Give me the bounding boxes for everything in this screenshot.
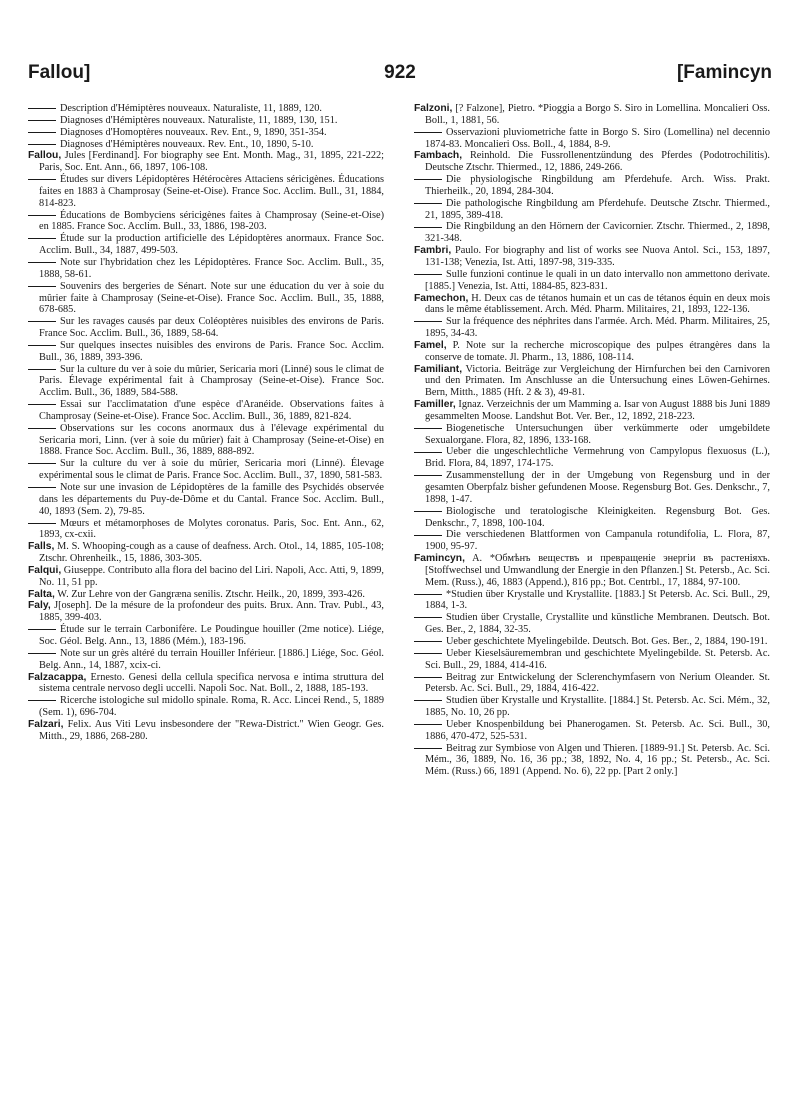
entry-text: J[oseph]. De la mésure de la profondeur des puits. Brux. Ann. Trav. Publ., 43, 1885, 399-403. [39,600,385,624]
bibliography-entry [414,293,770,317]
entry-text: Ueber Kieselsäuremembran und geschichtete Myelingebilde. St. Petersb. Ac. Sci. Bull., 29, 1884, 414-416. [425,647,770,671]
entry-author: Famechon, [414,292,469,304]
entry-author: Faly, [28,600,51,612]
entry-text: Sulle funzioni continue le quali in un dato intervallo non ammettono derivate. [1885.] Venezia, Ist. Atti, 1884-85, 823-831. [425,268,770,292]
ditto-dash [28,108,56,109]
entry-text: Die verschiedenen Blattformen von Campanula rotundifolia, L. Flora, 87, 1900, 95-97. [425,529,770,553]
entry-text: Ueber Knospenbildung bei Phanerogamen. St. Petersb. Ac. Sci. Bull., 30, 1886, 470-472, 525-531. [425,718,770,742]
entry-author: Familler, [414,399,456,411]
bibliography-entry [28,458,384,482]
entry-author: Famincyn, [414,553,465,565]
ditto-dash [28,132,56,133]
entry-text: [? Falzone], Pietro. *Pioggia a Borgo S. Siro in Lomellina. Moncalieri Oss. Boll., 1, 1881, 56. [425,103,770,126]
entry-text: Description d'Hémiptères nouveaux. Naturaliste, 11, 1889, 120. [60,103,322,114]
ditto-dash [414,274,442,275]
bibliography-entry [414,245,770,269]
entry-text: M. S. Whooping-cough as a cause of deafness. Arch. Otol., 14, 1885, 105-108; Ztschr. Ohrenheilk., 15, 1886, 303-305. [39,541,384,565]
entry-author: Falzoni, [414,103,453,114]
bibliography-entry [28,648,384,672]
header-right-entry: [Famincyn [676,62,772,83]
entry-author: Falzari, [28,718,64,730]
bibliography-entry [28,695,384,719]
bibliography-entry [414,399,770,423]
ditto-dash [414,677,442,678]
ditto-dash [28,428,56,429]
bibliography-entry [414,198,770,222]
bibliography-entry [28,399,384,423]
entry-text: H. Deux cas de tétanos humain et un cas de tétanos équin en deux mois dans le même établissement. Arch. Méd. Pharm. Militaires, 21, 1893, 122-136. [425,292,770,316]
bibliography-entry [414,446,770,470]
ditto-dash [414,428,442,429]
bibliography-entry [414,648,770,672]
entry-author: Famel, [414,339,447,351]
page-header [28,62,772,90]
ditto-dash [414,452,442,453]
bibliography-entry [28,115,384,127]
bibliography-entry [28,482,384,518]
ditto-dash [28,523,56,524]
bibliography-entry [414,719,770,743]
entry-text: Essai sur l'acclimatation d'une espèce d'Aranéide. Observations faites à Champrosay (Seine-et-Oise). France Soc. Acclim. Bull., 36, 1889, 821-824. [39,399,384,422]
bibliography-entry [414,127,770,151]
ditto-dash [414,641,442,642]
entry-author: Fambri, [414,245,452,257]
entry-text: Ricerche istologiche sul midollo spinale. Roma, R. Acc. Lincei Rend., 5, 1889 (Sem. 1), 696-704. [39,695,384,719]
ditto-dash [414,179,442,180]
entry-text: Ignaz. Verzeichnis der um Mamming a. Isar von August 1888 bis Juni 1889 gesammelten Moose. Landshut Bot. Ver. Ber., 12, 1892, 218-223. [425,399,770,422]
entry-text: Études sur divers Lépidoptères Hétérocères Attaciens séricigènes. Éducations faites en 1883 à Champrosay (Seine-et-Oise). France Soc. Acclim. Bull., 31, 1884, 814-823. [39,174,384,209]
bibliography-entry [28,316,384,340]
bibliography-entry [414,423,770,447]
entry-author: Fambach, [414,150,463,162]
bibliography-entry [28,174,384,210]
ditto-dash [28,321,56,322]
bibliography-entry [414,316,770,340]
right-column [414,103,770,778]
entry-text: Diagnoses d'Hémiptères nouveaux. Rev. Ent., 10, 1890, 5-10. [60,138,314,150]
bibliography-entry [414,150,770,174]
ditto-dash [28,653,56,654]
entry-author: Fallou, [28,150,62,162]
entry-text: Reinhold. Die Fussrollenentzündung des Pferdes (Podotrochilitis). Deutsche Ztschr. Thiermed., 12, 1886, 249-266. [425,150,770,174]
entry-text: Studien über Krystalle und Krystallite. [1884.] St. Petersb. Ac. Sci. Mém., 32, 1885, No. 10, 26 pp. [425,695,770,719]
entry-author: Falls, [28,541,55,553]
bibliography-entry [28,139,384,151]
ditto-dash [414,724,442,725]
entry-text: Sur les ravages causés par deux Coléoptères nuisibles des environs de Paris. France Soc. Acclim. Bull., 36, 1889, 58-64. [39,316,384,340]
entry-text: Die pathologische Ringbildung am Pferdehufe. Deutsche Ztschr. Thiermed., 21, 1895, 389-418. [425,197,770,221]
entry-text: W. Zur Lehre von der Gangræna senilis. Ztschr. Heilk., 20, 1899, 393-426. [57,588,365,600]
entry-text: A. *Обмѣнъ веществъ и превращеніе энергіи въ растеніяхъ. [Stoffwechsel und Umwandlung der Energie in den Pflanzen.] St. Petersb., Ac. Sci. Mem. (Russ.), 46, 1883 (Append.), 816 pp.; Bot. Centrbl., 17, 1884, 97-100. [425,553,770,588]
entry-text: Sur quelques insectes nuisibles des environs de Paris. France Soc. Acclim. Bull., 36, 1889, 393-396. [39,339,384,363]
entry-text: Sur la culture du ver à soie du mûrier, Sericaria mori (Linné). Élevage expérimental sous le climat de Paris. France Soc. Acclim. Bull., 37, 1890, 581-583. [39,458,384,482]
entry-author: Falqui, [28,564,62,576]
bibliography-entry [414,221,770,245]
ditto-dash [414,653,442,654]
bibliography-entry [414,340,770,364]
entry-text: Giuseppe. Contributo alla flora del bacino del Liri. Napoli, Acc. Atti, 9, 1899, No. 11, 51 pp. [39,564,384,588]
ditto-dash [28,286,56,287]
entry-text: Souvenirs des bergeries de Sénart. Note sur une éducation du ver à soie du mûrier faite à Champrosay (Seine-et-Oise). France Soc. Acclim. Bull., 35, 1888, 678-685. [39,280,384,316]
entry-author: Falzacappa, [28,671,87,683]
entry-text: Sur la fréquence des néphrites dans l'armée. Arch. Méd. Pharm. Militaires, 25, 1895, 34-43. [425,316,770,340]
entry-text: *Studien über Krystalle und Krystallite. [1883.] St Petersb. Ac. Sci. Bull., 29, 1884, 1-3. [425,588,770,612]
entry-text: Mœurs et métamorphoses de Molytes coronatus. Paris, Soc. Ent. Ann., 62, 1893, cx-cxii. [39,517,384,541]
ditto-dash [414,511,442,512]
bibliography-entry [28,719,384,743]
bibliography-entry [28,600,384,624]
bibliography-entry [28,541,384,565]
ditto-dash [414,617,442,618]
entry-text: Diagnoses d'Homoptères nouveaux. Rev. Ent., 9, 1890, 351-354. [60,126,327,138]
entry-text: Die Ringbildung an den Hörnern der Cavicornier. Ztschr. Thiermed., 2, 1898, 321-348. [425,221,770,245]
ditto-dash [414,321,442,322]
entry-text: Note sur un grès altéré du terrain Houiller Inférieur. [1886.] Liége, Soc. Géol. Belg. Ann., 14, 1887, xcix-ci. [39,647,384,671]
entry-text: Biogenetische Untersuchungen über verkümmerte oder umgebildete Sexualorgane. Flora, 82, 1896, 133-168. [425,422,770,446]
page-number: 922 [384,62,416,83]
bibliography-entry [414,174,770,198]
ditto-dash [414,700,442,701]
ditto-dash [28,463,56,464]
bibliography-entry [414,364,770,400]
bibliography-entry [414,743,770,779]
bibliography-entry [28,624,384,648]
entry-text: Étude sur la production artificielle des Lépidoptères anormaux. France Soc. Acclim. Bull., 34, 1887, 499-503. [39,233,384,257]
ditto-dash [414,227,442,228]
entry-text: Ueber die ungeschlechtliche Vermehrung von Campylopus flexuosus (L.), Brid. Flora, 84, 1897, 174-175. [425,446,770,470]
entry-text: Jules [Ferdinand]. For biography see Ent. Month. Mag., 31, 1895, 221-222; Paris, Soc. Ent. Ann., 66, 1897, 106-108. [39,150,385,174]
bibliography-entry [28,150,384,174]
ditto-dash [414,475,442,476]
ditto-dash [28,238,56,239]
bibliography-entry [414,103,770,127]
bibliography-entry [28,127,384,139]
bibliography-entry [414,269,770,293]
ditto-dash [414,748,442,749]
entry-text: Éducations de Bombyciens séricigènes faites à Champrosay (Seine-et-Oise) en 1885. France Soc. Acclim. Bull., 33, 1886, 198-203. [39,209,384,233]
left-column [28,103,384,743]
bibliography-entry [28,518,384,542]
bibliography-entry [414,695,770,719]
entry-text: Étude sur le terrain Carbonifère. Le Poudingue houiller (2me notice). Liége, Soc. Géol. Belg. Ann., 13, 1886 (Mém.), 183-196. [39,624,384,647]
entry-author: Falta, [28,588,55,600]
ditto-dash [28,487,56,488]
ditto-dash [28,144,56,145]
ditto-dash [28,262,56,263]
ditto-dash [28,345,56,346]
entry-text: Note sur l'hybridation chez les Lépidoptères. France Soc. Acclim. Bull., 35, 1888, 58-61. [39,256,384,280]
ditto-dash [414,203,442,204]
bibliography-entry [28,281,384,317]
ditto-dash [28,700,56,701]
entry-text: Diagnoses d'Hémiptères nouveaux. Naturaliste, 11, 1889, 130, 151. [60,114,338,126]
entry-text: Sur la culture du ver à soie du mûrier, Sericaria mori (Linné) sous le climat de Paris. Élevage expérimental fait à Champrosay (Seine-et-Oise). France Soc. Acclim. Bull., 36, 1889, 584-588. [39,363,384,399]
bibliography-entry [28,672,384,696]
bibliography-entry [28,103,384,115]
ditto-dash [28,120,56,121]
header-left-entry: Fallou] [28,62,91,83]
entry-text: Die physiologische Ringbildung am Pferdehufe. Arch. Wiss. Prakt. Thierheilk., 20, 1894, 284-304. [425,174,770,197]
bibliography-entry [414,553,770,589]
bibliography-entry [414,470,770,506]
entry-text: Ernesto. Genesi della cellula specifica nervosa e intima struttura del sistema centrale nervoso degli uccelli. Napoli Soc. Nat. Boll., 2, 1888, 185-193. [39,671,385,695]
bibliography-entry [28,257,384,281]
entry-text: Observations sur les cocons anormaux dus à l'élevage expérimental du Sericaria mori, Linn. (ver à soie du mûrier) fait à Champrosay (Seine-et-Oise) en 1888. France Soc. Acclim. Bull., 36, 1889, 888-892. [39,422,384,458]
ditto-dash [414,594,442,595]
ditto-dash [28,404,56,405]
entry-text: Note sur une invasion de Lépidoptères de la famille des Psychidés observée dans les départements du Puy-de-Dôme et du Cantal. France Soc. Acclim. Bull., 40, 1893 (Sem. 2), 79-85. [39,482,384,517]
bibliography-entry [414,672,770,696]
entry-text: Beitrag zur Symbiose von Algen und Thieren. [1889-91.] St. Petersb. Ac. Sci. Mém., 36, 1889, No. 16, 36 pp.; 38, 1892, No. 4, 16 pp.; St. Petersb., Ac. Sci. Mém. (Russ.) 66, 1891 (Append. No. 6), 22 pp. [Part 2 only.] [425,742,770,778]
bibliography-entry [414,506,770,530]
entry-text: Paulo. For biography and list of works see Nuova Antol. Sci., 153, 1897, 131-138; Venezia, Ist. Atti, 1897-98, 319-335. [425,245,770,268]
bibliography-entry [28,565,384,589]
entry-author: Familiant, [414,363,463,375]
entry-text: Osservazioni pluviometriche fatte in Borgo S. Siro (Lomellina) nel decennio 1874-83. Moncalieri Oss. Boll., 4, 1884, 8-9. [425,126,770,150]
entry-text: P. Note sur la recherche microscopique des pulpes étrangères dans la conserve de tomate. Jl. Pharm., 13, 1886, 108-114. [425,339,770,363]
entry-text: Ueber geschichtete Myelingebilde. Deutsch. Bot. Ges. Ber., 2, 1884, 190-191. [446,635,768,647]
bibliography-entry [28,340,384,364]
entry-text: Felix. Aus Viti Levu insbesondere der "Rewa-District." Wien Geogr. Ges. Mitth., 29, 1886, 268-280. [39,718,384,742]
ditto-dash [414,535,442,536]
bibliography-entry [28,589,384,601]
entry-text: Biologische und teratologische Kleinigkeiten. Regensburg Bot. Ges. Denkschr., 7, 1898, 100-104. [425,505,770,529]
entry-text: Zusammenstellung der in der Umgebung von Regensburg und in der gesamten Oberpfalz bisher gefundenen Moose. Regensburg Bot. Ges. Denkschr., 7, 1898, 1-47. [425,470,770,505]
entry-text: Studien über Crystalle, Crystallite und künstliche Membranen. Deutsch. Bot. Ges. Ber., 2, 1884, 32-35. [425,612,770,636]
bibliography-entry [414,636,770,648]
bibliography-entry [28,210,384,234]
bibliography-entry [414,529,770,553]
bibliography-entry [414,589,770,613]
ditto-dash [28,629,56,630]
ditto-dash [28,369,56,370]
ditto-dash [28,215,56,216]
bibliography-entry [28,423,384,459]
bibliography-entry [28,364,384,400]
bibliography-entry [28,233,384,257]
entry-text: Beitrag zur Entwickelung der Sclerenchymfasern von Nerium Oleander. St. Petersb. Ac. Sci. Bull., 29, 1884, 416-422. [425,671,770,695]
ditto-dash [28,179,56,180]
bibliography-entry [414,612,770,636]
entry-text: Victoria. Beiträge zur Vergleichung der Hirnfurchen bei den Carnivoren und den Primaten. Im Anschlusse an die Untersuchung eines Löwen-Gehirnes. Bern, Mitth., 1885 (Hft. 2 & 3), 49-81. [425,363,771,399]
ditto-dash [414,132,442,133]
